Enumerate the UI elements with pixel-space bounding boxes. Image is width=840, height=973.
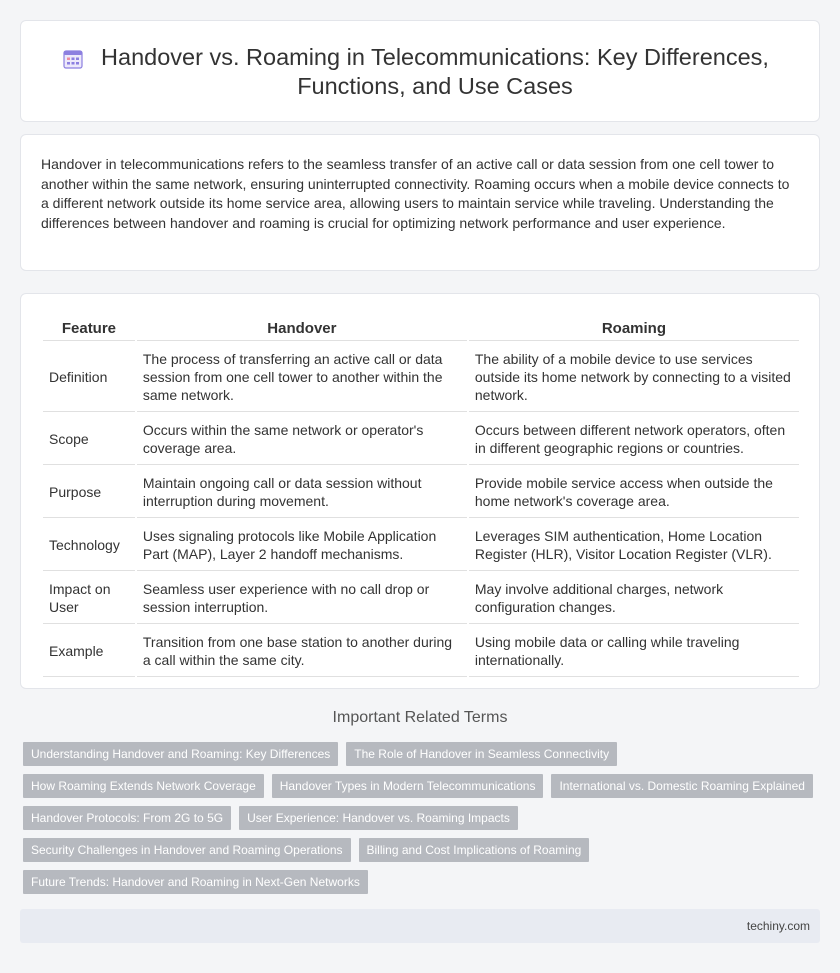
header-handover: Handover [137,316,467,341]
roaming-cell: Provide mobile service access when outside the home network's coverage area. [469,467,799,518]
table-row [43,467,799,518]
feature-cell: Scope [43,414,135,465]
page-title: Handover vs. Roaming in Telecommunications: Key Differences, Functions, and Use Cases [101,44,769,99]
related-term-link[interactable]: How Roaming Extends Network Coverage [23,774,264,798]
table-row [43,414,799,465]
table-row [43,573,799,624]
feature-cell: Example [43,626,135,677]
roaming-cell: Leverages SIM authentication, Home Location Register (HLR), Visitor Location Register (VLR). [469,520,799,571]
comparison-table [41,314,801,679]
related-term-link[interactable]: User Experience: Handover vs. Roaming Impacts [239,806,518,830]
handover-cell: Maintain ongoing call or data session without interruption during movement. [137,467,467,518]
table-header-row [43,316,799,341]
handover-cell: The process of transferring an active call or data session from one cell tower to another within the same network. [137,343,467,412]
intro-paragraph: Handover in telecommunications refers to the seamless transfer of an active call or data session from one cell tower to another within the same network, ensuring uninterrupted connectivity. Roaming occurs when a mobile device connects to a different network outside its home service area, allowing users to maintain service while traveling. Understanding the differences between handover and roaming is crucial for optimizing network performance and user experience. [41,156,790,231]
related-terms-heading: Important Related Terms [332,709,508,726]
table-row [43,520,799,571]
related-term-link[interactable]: Security Challenges in Handover and Roaming Operations [23,838,351,862]
related-term-link[interactable]: International vs. Domestic Roaming Explained [551,774,812,798]
feature-cell: Technology [43,520,135,571]
related-term-link[interactable]: Understanding Handover and Roaming: Key Differences [23,742,338,766]
header-roaming: Roaming [469,316,799,341]
header-card [20,20,820,122]
table-row [43,343,799,412]
intro-card [20,134,820,271]
header-feature: Feature [43,316,135,341]
feature-cell: Impact on User [43,573,135,624]
comparison-table-card [20,293,820,689]
footer-site-name[interactable]: techiny.com [746,919,810,933]
roaming-cell: Using mobile data or calling while traveling internationally. [469,626,799,677]
handover-cell: Transition from one base station to another during a call within the same city. [137,626,467,677]
feature-cell: Purpose [43,467,135,518]
handover-cell: Occurs within the same network or operator's coverage area. [137,414,467,465]
related-terms-list [23,742,823,894]
handover-cell: Uses signaling protocols like Mobile Application Part (MAP), Layer 2 handoff mechanisms. [137,520,467,571]
roaming-cell: The ability of a mobile device to use services outside its home network by connecting to a visited network. [469,343,799,412]
related-term-link[interactable]: Future Trends: Handover and Roaming in Next-Gen Networks [23,870,368,894]
footer [20,909,820,943]
feature-cell: Definition [43,343,135,412]
related-term-link[interactable]: The Role of Handover in Seamless Connectivity [346,742,617,766]
related-term-link[interactable]: Handover Types in Modern Telecommunications [272,774,544,798]
roaming-cell: Occurs between different network operators, often in different geographic regions or countries. [469,414,799,465]
related-term-link[interactable]: Handover Protocols: From 2G to 5G [23,806,231,830]
table-row [43,626,799,677]
handover-cell: Seamless user experience with no call drop or session interruption. [137,573,467,624]
related-term-link[interactable]: Billing and Cost Implications of Roaming [359,838,590,862]
roaming-cell: May involve additional charges, network configuration changes. [469,573,799,624]
